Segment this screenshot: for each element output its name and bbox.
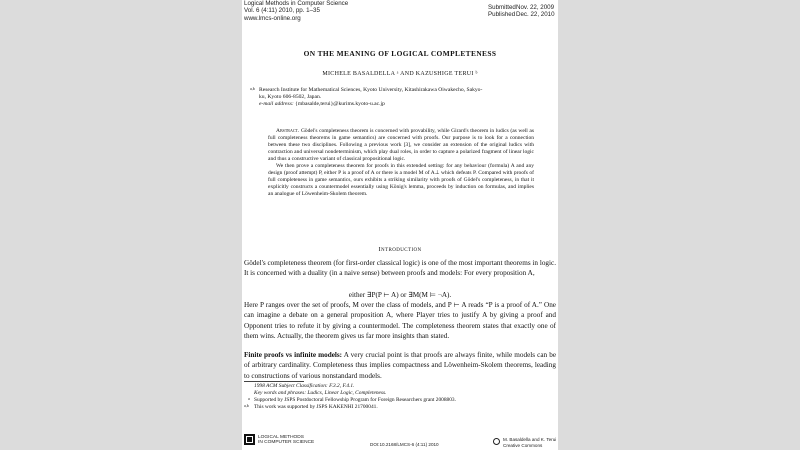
lmcs-logo-icon bbox=[244, 434, 255, 445]
dates-block bbox=[488, 4, 556, 19]
abstract-label: Abstract. bbox=[276, 128, 300, 134]
completeness-equation: either ∃P(P ⊢ A) or ∃M(M ⊨ ¬A). bbox=[348, 291, 452, 299]
journal-name: Logical Methods in Computer Science bbox=[244, 0, 349, 7]
acm-classification: 1998 ACM Subject Classification: F.3.2, F.4.1. bbox=[254, 383, 355, 389]
published-date: Dec. 22, 2010 bbox=[516, 11, 555, 19]
intro-paragraph-2: Here P ranges over the set of proofs, M over the class of models, and P ⊢ A reads “P is a proof of A.” One can imagine a debate on a general proposition A, where Player tries to justify A by giving a proof and Opponent tries to refute it by giving a countermodel. The completeness theorem states that exactly one of them wins. Actually, the theorem gives us far more insights than stated. bbox=[244, 301, 556, 341]
affiliation-marker: a,b bbox=[250, 86, 255, 91]
paper-title: ON THE MEANING OF LOGICAL COMPLETENESS bbox=[303, 49, 497, 58]
footnote-b: This work was supported by JSPS KAKENHI 21700041. bbox=[254, 403, 378, 410]
email-address[interactable]: {mbasalde,terui}@kurims.kyoto-u.ac.jp bbox=[295, 101, 385, 107]
abstract-paragraph-1: Gödel's completeness theorem is concerned with provability, while Girard's theorem in ludics (as well as full completeness theorems in game semantics) are concerned with proofs. Our purpose is to look for a connection between these two disciplines. Following a previous work [3], we consider an extension of the original ludics with contraction and universal nondeterminism, which play dual roles, in order to capture a polarized fragment of linear logic and thus a constructive variant of classical propositional logic. bbox=[268, 128, 534, 162]
footer-logo-line1: LOGICAL METHODS bbox=[258, 435, 304, 440]
affiliation-line1: Research Institute for Mathematical Sciences, Kyoto University, Kitashirakawa Oiwakecho, Sakyo- bbox=[259, 87, 483, 93]
submitted-label: Submitted bbox=[488, 4, 516, 11]
footnote-a: Supported by JSPS Postdoctoral Fellowship Program for Foreign Researchers grant 2008803. bbox=[254, 396, 456, 403]
finite-proofs-label: Finite proofs vs infinite models: bbox=[244, 351, 343, 359]
keywords: Key words and phrases: Ludics, Linear Logic, Completeness. bbox=[254, 389, 387, 396]
journal-site[interactable]: www.lmcs-online.org bbox=[244, 14, 301, 22]
intro-paragraph-1: Gödel's completeness theorem (for first-order classical logic) is one of the most important theorems in logic. It is concerned with a duality (in a naive sense) between proofs and models: For every proposition A, bbox=[244, 259, 556, 278]
email-label: e-mail address: bbox=[259, 101, 294, 107]
footer-logo-line2: IN COMPUTER SCIENCE bbox=[258, 440, 315, 446]
footnote-a-marker: a bbox=[248, 395, 250, 401]
creative-commons-icon bbox=[493, 438, 500, 445]
affiliation bbox=[259, 87, 556, 108]
footer-doi[interactable]: DOI:10.2168/LMCS-6 (4:11) 2010 bbox=[370, 442, 439, 447]
abstract-paragraph-2: We then prove a completeness theorem for proofs in this extended setting: for any behaviour (formula) A and any design (proof attempt) P, either P is a proof of A or there is a model M of A⊥ which defeats P. Compared with proofs of full completeness in game semantics, ours exhibits a striking similarity with proofs of Gödel's completeness, in that it explicitly constructs a countermodel essentially using König's lemma, proceeds by induction on formulas, and implies an analogue of Löwenheim-Skolem theorem. bbox=[268, 162, 534, 197]
footer-copyright bbox=[503, 437, 556, 448]
footer-journal-logo-text bbox=[258, 435, 314, 446]
section-heading-introduction: Introduction bbox=[378, 246, 422, 253]
affiliation-line2: ku, Kyoto 606-8502, Japan. bbox=[259, 94, 322, 100]
footnote-b-marker: a,b bbox=[244, 402, 249, 408]
footer-copyright-holders: M. Basaldella and K. Terui bbox=[503, 437, 557, 442]
published-label: Published bbox=[488, 11, 516, 19]
paper-authors: MICHELE BASALDELLA ᵃ AND KAZUSHIGE TERUI ᵇ bbox=[322, 71, 478, 77]
submitted-date: Nov. 22, 2009 bbox=[516, 4, 555, 11]
finite-proofs-text: A very crucial point is that proofs are always finite, while models can be of arbitrary cardinality. Completeness thus implies compactness and Löwenheim-Skolem theorems, leading to constructions of various nonstandard models. bbox=[244, 351, 557, 380]
finite-proofs-paragraph bbox=[244, 350, 556, 381]
paper-page bbox=[242, 0, 558, 450]
abstract bbox=[268, 128, 534, 198]
footer-license[interactable]: Creative Commons bbox=[503, 442, 543, 448]
journal-volume: Vol. 6 (4:11) 2010, pp. 1–35 bbox=[244, 7, 320, 15]
journal-header bbox=[244, 0, 348, 22]
footnote-rule bbox=[244, 381, 304, 382]
footnotes bbox=[244, 383, 556, 411]
